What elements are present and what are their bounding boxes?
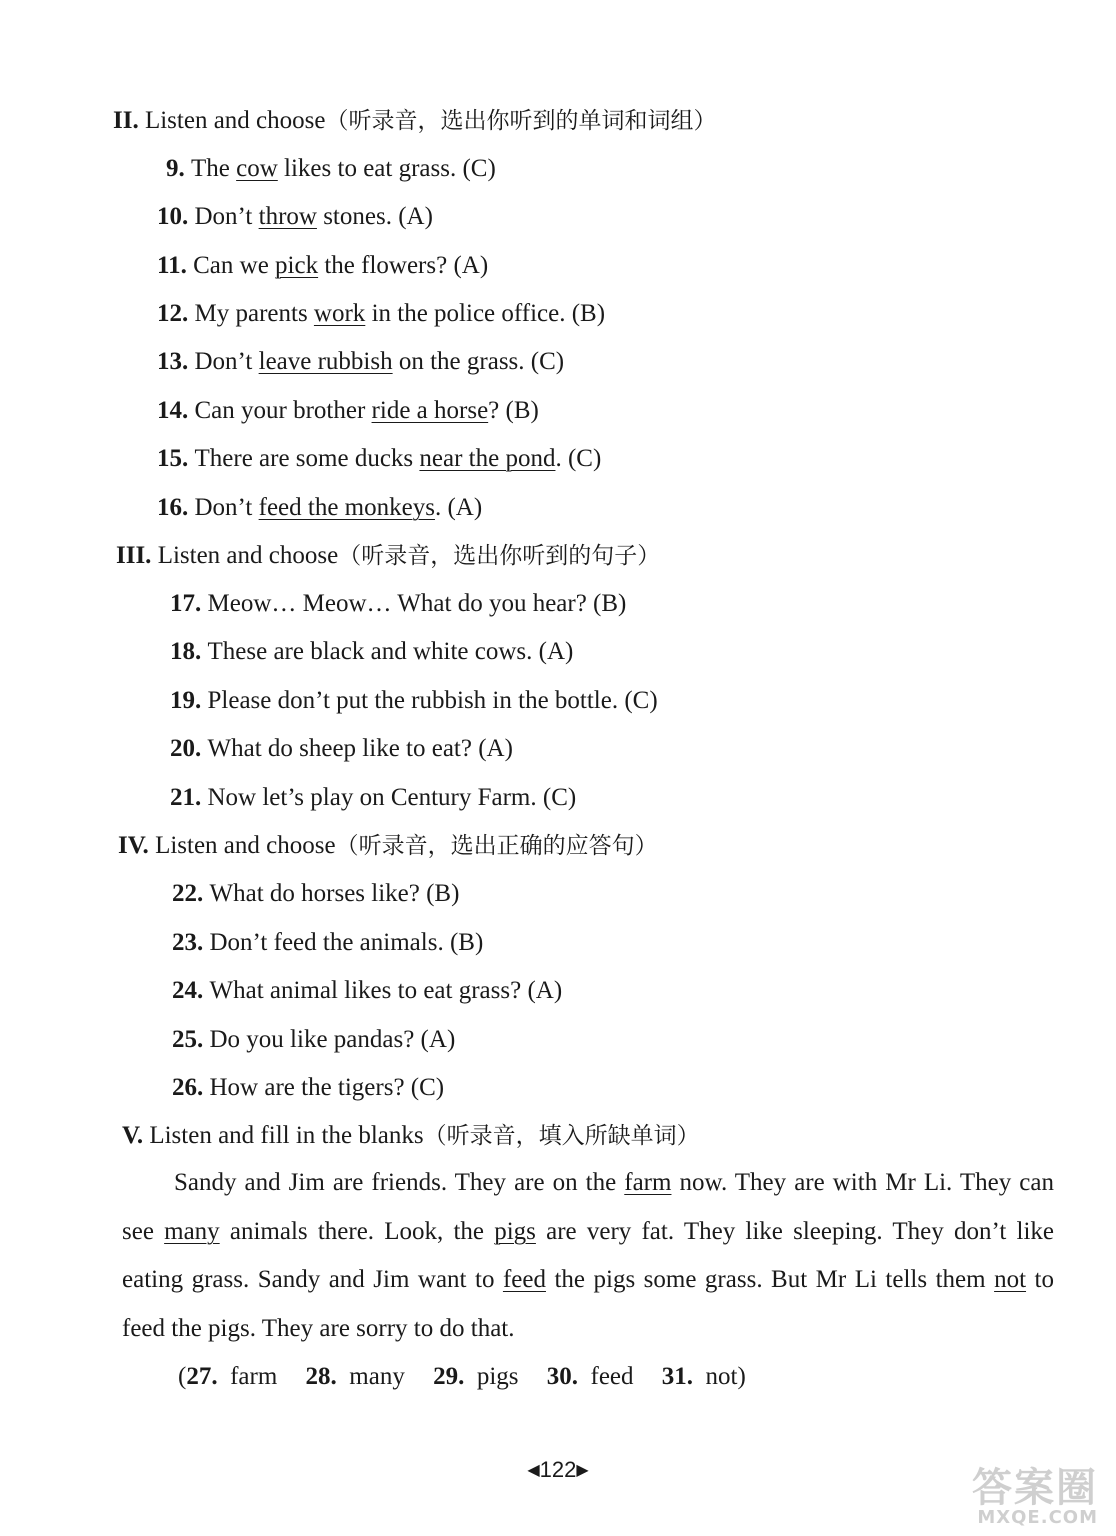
question-item bbox=[166, 154, 496, 184]
question-number: 22. bbox=[172, 880, 204, 907]
watermark-logo bbox=[932, 1456, 1102, 1528]
question-text: What do sheep like to eat? (A) bbox=[207, 735, 513, 762]
blank-answer: farm bbox=[624, 1169, 672, 1196]
question-text: There are some ducks bbox=[194, 445, 420, 472]
passage-text: animals there. Look, the bbox=[219, 1217, 495, 1245]
question-text: stones. (A) bbox=[316, 203, 433, 230]
passage-text: Sandy and Jim are friends. They are on the bbox=[174, 1169, 625, 1196]
question-item bbox=[157, 251, 488, 281]
answer-number: 29. bbox=[433, 1363, 465, 1390]
question-item bbox=[157, 396, 539, 426]
question-number: 16. bbox=[157, 494, 189, 521]
question-item bbox=[157, 347, 564, 377]
passage-text: the pigs some grass. But Mr Li tells them bbox=[545, 1266, 995, 1293]
passage-text: to feed the pigs. They are sorry to do that. bbox=[122, 1266, 1054, 1342]
answer-word: not bbox=[705, 1363, 738, 1390]
answer-word: farm bbox=[230, 1363, 278, 1390]
question-number: 19. bbox=[170, 687, 202, 714]
page-number-text: 122 bbox=[539, 1457, 577, 1482]
question-number: 21. bbox=[170, 784, 202, 811]
blank-answer: pigs bbox=[494, 1217, 536, 1245]
answer-word: many bbox=[349, 1363, 405, 1390]
question-text: Do you like pandas? (A) bbox=[209, 1026, 456, 1053]
section-title: Listen and fill in the blanks bbox=[149, 1122, 424, 1149]
question-number: 15. bbox=[157, 445, 189, 472]
section-heading-iii bbox=[116, 541, 660, 571]
blank-answer: feed bbox=[502, 1266, 546, 1293]
question-item bbox=[170, 589, 626, 619]
question-text: . (C) bbox=[555, 445, 602, 472]
section-heading-ii bbox=[113, 106, 716, 136]
left-triangle-icon: ◀ bbox=[527, 1462, 540, 1479]
question-text: The bbox=[191, 155, 237, 182]
answer-word: pigs bbox=[476, 1363, 519, 1390]
answer-number: 28. bbox=[305, 1363, 337, 1390]
question-number: 11. bbox=[157, 252, 187, 279]
question-text: in the police office. (B) bbox=[365, 300, 606, 327]
cloze-passage bbox=[122, 1159, 1054, 1353]
question-item bbox=[157, 444, 601, 474]
question-text: Don’t feed the animals. (B) bbox=[209, 929, 484, 956]
question-item bbox=[172, 976, 562, 1006]
question-item bbox=[170, 686, 658, 716]
question-number: 12. bbox=[157, 300, 189, 327]
underlined-word: pick bbox=[275, 252, 319, 279]
question-number: 14. bbox=[157, 397, 189, 424]
question-number: 13. bbox=[157, 348, 189, 375]
question-text: the flowers? (A) bbox=[318, 252, 489, 279]
question-text: on the grass. (C) bbox=[392, 348, 565, 375]
passage-text: are very fat. They like sleeping. They don’t like eating grass. Sandy and Jim want to bbox=[122, 1217, 1054, 1293]
question-text: Meow… Meow… What do you hear? (B) bbox=[207, 590, 627, 617]
underlined-word: ride a horse bbox=[371, 397, 489, 424]
section-title: Listen and choose bbox=[144, 107, 326, 134]
question-number: 24. bbox=[172, 977, 204, 1004]
answer-open-paren: ( bbox=[178, 1363, 187, 1390]
section-roman: III. bbox=[116, 542, 152, 569]
question-text: Can your brother bbox=[194, 397, 372, 424]
underlined-word: feed the monkeys bbox=[258, 494, 435, 521]
section-note: （听录音，选出你听到的单词和词组） bbox=[325, 108, 717, 134]
blank-answer: not bbox=[994, 1266, 1027, 1293]
answer-number: 31. bbox=[661, 1363, 694, 1390]
answer-word: feed bbox=[590, 1363, 634, 1390]
question-number: 26. bbox=[172, 1074, 204, 1101]
question-number: 10. bbox=[157, 203, 189, 230]
question-item bbox=[157, 202, 433, 232]
question-text: Please don’t put the rubbish in the bottle. (C) bbox=[207, 687, 658, 714]
answer-number: 30. bbox=[546, 1363, 579, 1390]
watermark-url: MXQE.COM bbox=[977, 1507, 1098, 1528]
question-text: Don’t bbox=[194, 203, 259, 230]
question-text: likes to eat grass. (C) bbox=[277, 155, 496, 182]
question-text: Don’t bbox=[194, 348, 259, 375]
section-heading-iv bbox=[118, 831, 658, 861]
question-text: My parents bbox=[194, 300, 314, 327]
question-number: 23. bbox=[172, 929, 204, 956]
question-text: . (A) bbox=[434, 494, 483, 521]
section-title: Listen and choose bbox=[157, 542, 339, 569]
underlined-word: near the pond bbox=[419, 445, 556, 472]
question-item bbox=[170, 783, 576, 813]
question-item bbox=[172, 928, 483, 958]
question-text: These are black and white cows. (A) bbox=[207, 638, 574, 665]
question-text: What do horses like? (B) bbox=[209, 880, 460, 907]
question-text: What animal likes to eat grass? (A) bbox=[209, 977, 563, 1004]
blank-answer: many bbox=[164, 1217, 220, 1245]
question-item bbox=[172, 879, 459, 909]
section-heading-v bbox=[122, 1121, 700, 1151]
underlined-word: work bbox=[313, 300, 366, 327]
answer-key bbox=[178, 1362, 746, 1392]
question-text: Can we bbox=[193, 252, 276, 279]
question-number: 18. bbox=[170, 638, 202, 665]
question-text: ? (B) bbox=[488, 397, 539, 424]
question-item bbox=[157, 493, 482, 523]
question-item bbox=[172, 1025, 455, 1055]
section-title: Listen and choose bbox=[155, 832, 336, 859]
question-item bbox=[172, 1073, 444, 1103]
question-number: 25. bbox=[172, 1026, 204, 1053]
answer-number: 27. bbox=[186, 1363, 218, 1390]
section-roman: IV. bbox=[118, 832, 149, 859]
question-item bbox=[170, 637, 573, 667]
underlined-word: throw bbox=[258, 203, 317, 230]
underlined-word: cow bbox=[236, 155, 278, 182]
question-text: Now let’s play on Century Farm. (C) bbox=[207, 784, 577, 811]
section-roman: II. bbox=[113, 107, 139, 134]
section-note: （听录音，选出正确的应答句） bbox=[335, 833, 658, 859]
question-item bbox=[157, 299, 605, 329]
question-text: How are the tigers? (C) bbox=[209, 1074, 445, 1101]
question-text: Don’t bbox=[194, 494, 259, 521]
underlined-word: leave rubbish bbox=[258, 348, 393, 375]
passage-text: now. They are with Mr Li. They can see bbox=[122, 1169, 1054, 1245]
section-note: （听录音，选出你听到的句子） bbox=[338, 543, 661, 569]
question-item bbox=[170, 734, 513, 764]
section-note: （听录音，填入所缺单词） bbox=[423, 1123, 700, 1149]
answer-close-paren: ) bbox=[737, 1363, 746, 1390]
question-number: 20. bbox=[170, 735, 202, 762]
right-triangle-icon: ▶ bbox=[576, 1462, 589, 1479]
question-number: 17. bbox=[170, 590, 202, 617]
watermark-title: 答案圈 bbox=[972, 1465, 1098, 1511]
section-roman: V. bbox=[122, 1122, 144, 1149]
question-number: 9. bbox=[166, 155, 185, 182]
